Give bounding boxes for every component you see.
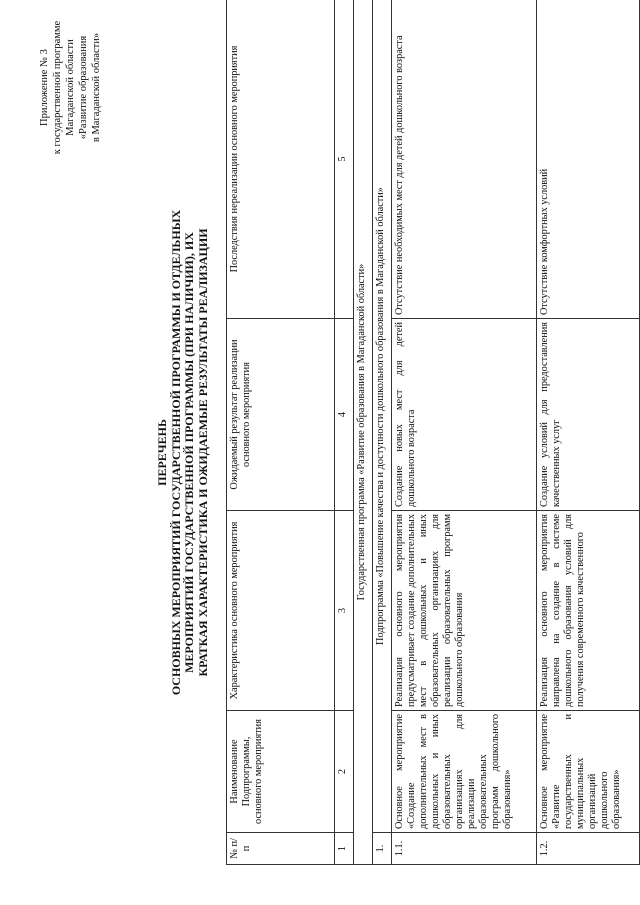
appendix-line: Приложение № 3: [39, 49, 50, 126]
appendix-line: в Магаданской области»: [91, 32, 102, 143]
measure-name: Основное мероприятие «Создание дополнительных мест в дошкольных и иных образовательных организациях для реализации образовательных программ дошкольного образования»: [392, 711, 537, 833]
subprogram-number: 1.: [373, 833, 392, 865]
header-cell: Ожидаемый результат реализации основного мероприятия: [227, 319, 335, 511]
program-title: Государственная программа «Развитие образования в Магаданской области»: [354, 0, 373, 865]
column-number: 1: [335, 833, 354, 865]
column-number: 3: [335, 511, 354, 711]
program-row: [354, 0, 373, 865]
header-cell: № п/п: [227, 833, 335, 865]
appendix-line: к государственной программе: [52, 20, 63, 155]
row-number: 1.2.: [536, 833, 639, 865]
measure-description: Реализация основного мероприятия направлена на создание в системе дошкольного образования условий для получения современного качественного: [536, 511, 639, 711]
measures-table: [226, 0, 640, 865]
header-cell: Наименование Подпрограммы, основного мероприятия: [227, 711, 335, 833]
measure-description: Реализация основного мероприятия предусматривает создание дополнительных мест в дошкольных и иных образовательных организациях для реализации образовательных программ дошкольного образования: [392, 511, 537, 711]
subprogram-title: Подпрограмма «Повышение качества и доступности дошкольного образования в Магаданской области»: [373, 0, 392, 833]
table-row: [536, 0, 639, 865]
table-header-row: [227, 0, 335, 865]
title-line: КРАТКАЯ ХАРАКТЕРИСТИКА И ОЖИДАЕМЫЕ РЕЗУЛЬТАТЫ РЕАЛИЗАЦИИ: [195, 228, 210, 677]
measure-result: Создание новых мест для детей дошкольного возраста: [392, 319, 537, 511]
row-number: 1.1.: [392, 833, 537, 865]
table-row: [392, 0, 537, 865]
document-title: [156, 0, 210, 905]
subprogram-row: [373, 0, 392, 865]
title-line: МЕРОПРИЯТИЙ ГОСУДАРСТВЕННОЙ ПРОГРАММЫ (ПРИ НАЛИЧИИ), ИХ: [182, 232, 196, 673]
appendix-line: «Развитие образования: [78, 35, 89, 140]
column-number: 5: [335, 0, 354, 319]
title-line: ОСНОВНЫХ МЕРОПРИЯТИЙ ГОСУДАРСТВЕННОЙ ПРОГРАММЫ И ОТДЕЛЬНЫХ: [168, 209, 183, 696]
column-number: 4: [335, 319, 354, 511]
measure-name: Основное мероприятие «Развитие государственных и муниципальных организаций дошкольного образования»: [536, 711, 639, 833]
measure-consequence: Отсутствие необходимых мест для детей дошкольного возраста: [392, 0, 537, 319]
measure-consequence: Отсутствие комфортных условий: [536, 0, 639, 319]
header-cell: Характеристика основного мероприятия: [227, 511, 335, 711]
column-number: 2: [335, 711, 354, 833]
column-number-row: [335, 0, 354, 865]
measure-result: Создание условий для предоставления качественных услуг: [536, 319, 639, 511]
header-cell: Последствия нереализации основного мероприятия: [227, 0, 335, 319]
title-line: ПЕРЕЧЕНЬ: [155, 419, 169, 486]
appendix-line: Магаданской области: [65, 39, 76, 136]
